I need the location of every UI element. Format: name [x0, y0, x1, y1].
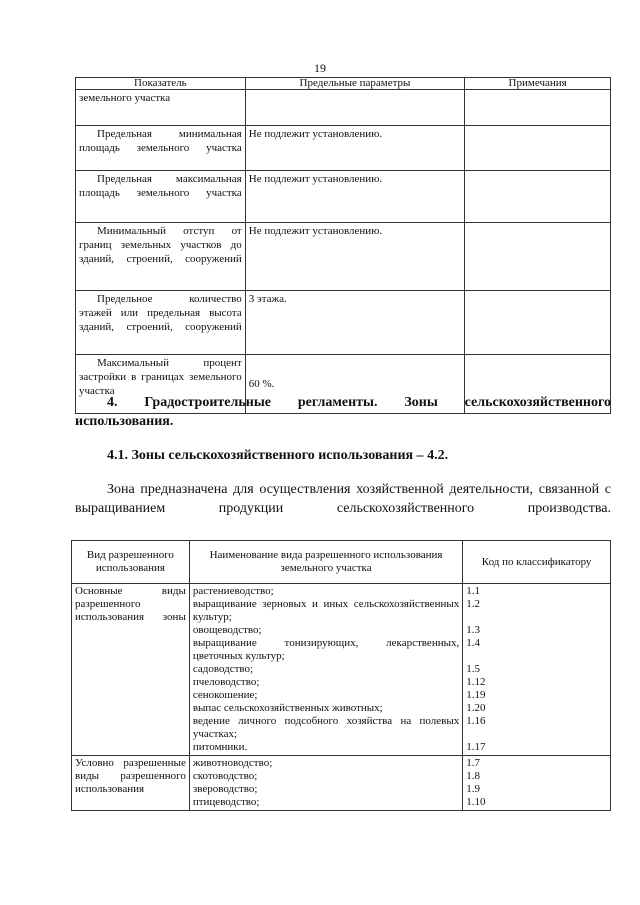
- value-cell: Не подлежит установлению.: [245, 171, 465, 223]
- value-cell: 60 %.: [245, 355, 465, 414]
- column-header: Код по классификатору: [463, 541, 611, 584]
- use-names-cell: [189, 756, 462, 811]
- column-header: Наименование вида разрешенного использования земельного участка: [189, 541, 462, 584]
- note-cell: [465, 90, 611, 126]
- indicator-cell: земельного участка: [76, 90, 246, 126]
- indicator-cell: Предельная максимальная площадь земельного участка: [76, 171, 246, 223]
- classifier-code: 1.3: [466, 624, 480, 636]
- classifier-code: 1.16: [466, 715, 486, 727]
- table-row: [76, 223, 611, 291]
- classifier-code: 1.20: [466, 702, 486, 714]
- use-name: сенокошение;: [192, 689, 258, 701]
- table-row: [72, 584, 611, 756]
- indicator-cell: Максимальный процент застройки в границах земельного участка: [76, 355, 246, 414]
- classifier-code: 1.1: [466, 585, 480, 597]
- value-cell: Не подлежит установлению.: [245, 223, 465, 291]
- page-number: 19: [314, 61, 326, 75]
- indicator-cell: Предельное количество этажей или предельная высота зданий, строений, сооружений: [76, 291, 246, 355]
- use-name: животноводство;: [192, 757, 273, 769]
- codes-cell: [463, 756, 611, 811]
- classifier-code: 1.4: [466, 637, 480, 649]
- column-header: Предельные параметры: [245, 78, 465, 90]
- use-name: пчеловодство;: [192, 676, 260, 688]
- subsection-heading: 4.1. Зоны сельскохозяйственного использования – 4.2.: [107, 448, 449, 463]
- zone-description: Зона предназначена для осуществления хозяйственной деятельности, связанной с выращиванием продукции сельскохозяйственного производства.: [75, 482, 611, 516]
- table-row: [72, 756, 611, 811]
- indicator-cell: Минимальный отступ от границ земельных участков до зданий, строений, сооружений: [76, 223, 246, 291]
- use-name: садоводство;: [192, 663, 254, 675]
- classifier-code: 1.5: [466, 663, 480, 675]
- use-name: птицеводство;: [192, 796, 260, 808]
- classifier-code: 1.8: [466, 770, 480, 782]
- column-header: Вид разрешенного использования: [72, 541, 190, 584]
- use-name: овощеводство;: [192, 624, 262, 636]
- use-name: выпас сельскохозяйственных животных;: [192, 702, 383, 714]
- indicator-cell: Предельная минимальная площадь земельного участка: [76, 126, 246, 171]
- note-cell: [465, 126, 611, 171]
- parameters-table: [75, 77, 611, 414]
- table-header-row: [76, 78, 611, 90]
- classifier-code: 1.9: [466, 783, 480, 795]
- codes-cell: [463, 584, 611, 756]
- use-name: растениеводство;: [192, 585, 274, 597]
- column-header: Примечания: [465, 78, 611, 90]
- classifier-code: 1.12: [466, 676, 486, 688]
- use-name: выращивание зерновых и иных сельскохозяйственных культур;: [192, 598, 460, 623]
- use-name: выращивание тонизирующих, лекарственных, цветочных культур;: [192, 637, 460, 662]
- value-cell: 3 этажа.: [245, 291, 465, 355]
- use-name: скотоводство;: [192, 770, 258, 782]
- column-header: Показатель: [76, 78, 246, 90]
- value-cell: Не подлежит установлению.: [245, 126, 465, 171]
- table-row: [76, 126, 611, 171]
- classifier-code: 1.7: [466, 757, 480, 769]
- table-header-row: [72, 541, 611, 584]
- classifier-code: 1.2: [466, 598, 480, 610]
- value-cell: [245, 90, 465, 126]
- section-heading: 4. Градостроительные регламенты. Зоны сельскохозяйственного использования.: [75, 395, 611, 429]
- table-row: [76, 90, 611, 126]
- table-row: [76, 171, 611, 223]
- note-cell: [465, 171, 611, 223]
- classifier-code: 1.19: [466, 689, 486, 701]
- use-name: звероводство;: [192, 783, 258, 795]
- classifier-code: 1.10: [466, 796, 486, 808]
- category-cell: Основные виды разрешенного использования зоны: [72, 584, 190, 756]
- note-cell: [465, 291, 611, 355]
- note-cell: [465, 223, 611, 291]
- use-names-cell: [189, 584, 462, 756]
- table-row: [76, 291, 611, 355]
- use-name: питомники.: [192, 741, 248, 753]
- permitted-use-table: [71, 540, 611, 811]
- category-cell: Условно разрешенные виды разрешенного использования: [72, 756, 190, 811]
- classifier-code: 1.17: [466, 741, 486, 753]
- use-name: ведение личного подсобного хозяйства на полевых участках;: [192, 715, 460, 740]
